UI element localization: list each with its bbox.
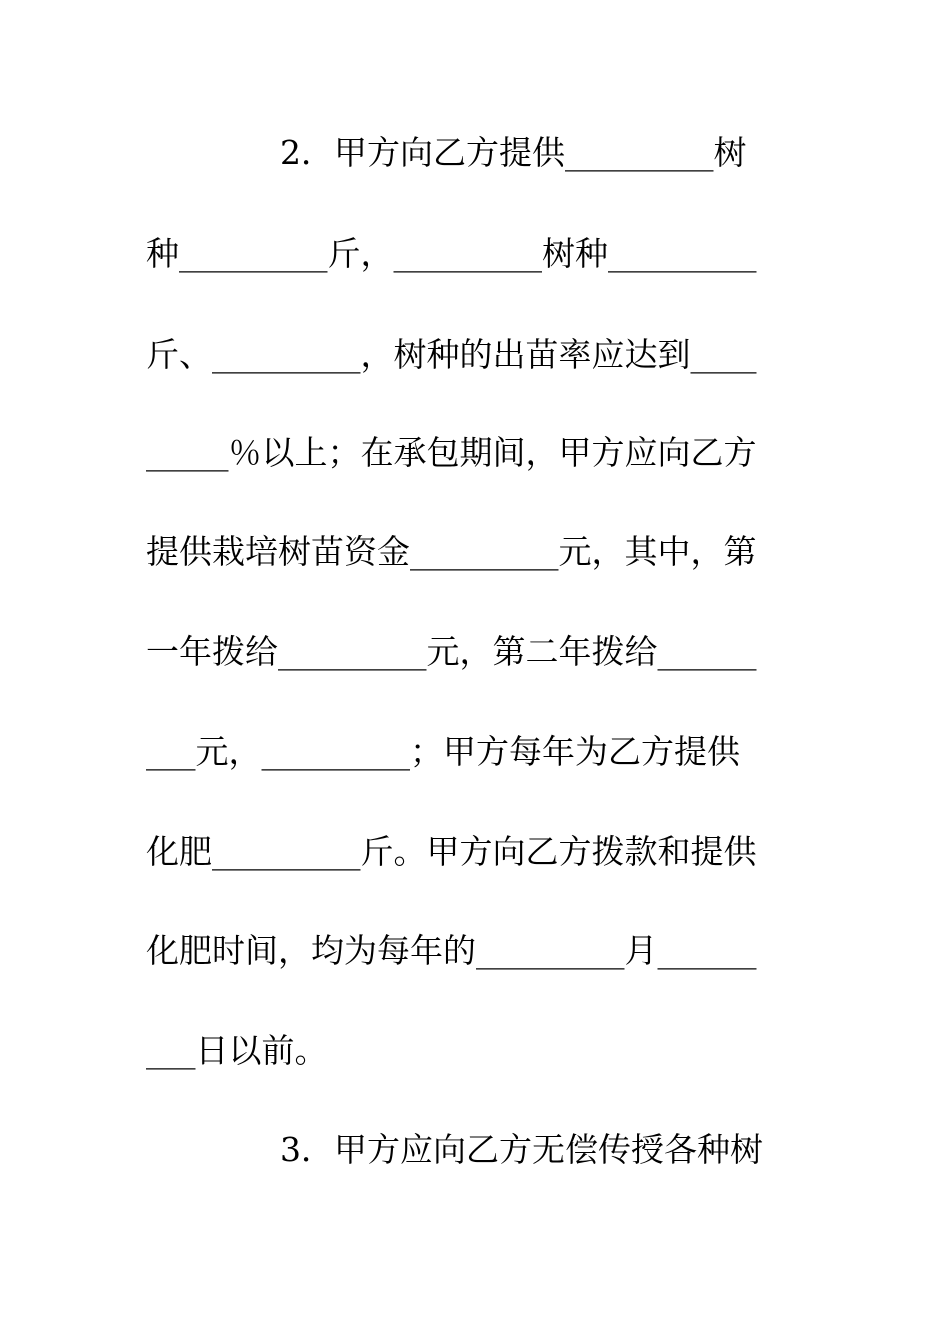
paragraph-2-line-10: ___日以前。	[146, 1031, 328, 1070]
paragraph-2-line-2: 种_________斤，_________树种_________	[146, 234, 757, 273]
paragraph-2-line-4: _____％以上；在承包期间，甲方应向乙方	[146, 433, 757, 472]
paragraph-2-line-5: 提供栽培树苗资金_________元，其中，第	[146, 532, 757, 571]
paragraph-2-line-3: 斤、_________，树种的出苗率应达到____	[146, 335, 757, 374]
paragraph-3-line-1: 3．甲方应向乙方无偿传授各种树	[280, 1130, 763, 1169]
paragraph-2-line-7: ___元，_________；甲方每年为乙方提供	[146, 732, 740, 771]
paragraph-2-line-8: 化肥_________斤。甲方向乙方拨款和提供	[146, 832, 757, 871]
paragraph-2-line-1: 2．甲方向乙方提供_________树	[280, 133, 747, 172]
paragraph-2-line-9: 化肥时间，均为每年的_________月______	[146, 931, 757, 970]
paragraph-2-line-6: 一年拨给_________元，第二年拨给______	[146, 632, 757, 671]
